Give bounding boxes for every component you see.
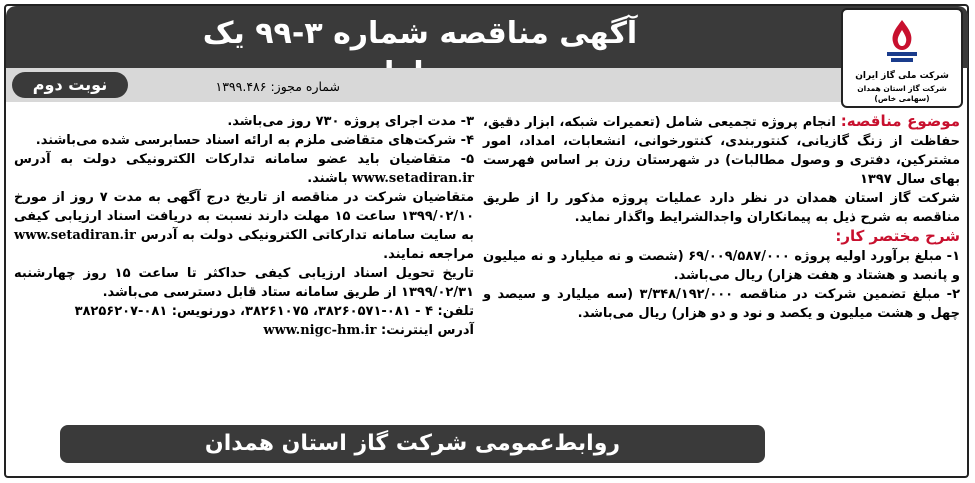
intent-paragraph: شرکت گاز استان همدان در نظر دارد عملیات پروژه مذکور را از طریق مناقصه به شرح ذیل به پیمانکاران واجدالشرایط واگذار نماید.	[483, 191, 960, 225]
company-logo	[841, 8, 963, 108]
subject-text: انجام پروژه تجمیعی شامل (تعمیرات شبکه، ابزار دقیق، حفاظت از زنگ گازیانی، کنتوربندی، کنتورخوانی، انشعابات، امداد، امور مشترکین، دفتری و وصول مطالبات) در شهرستان رزن بر اساس فهرست بهای سال ۱۳۹۷	[483, 115, 960, 187]
page-title: آگهی مناقصه شماره ۳-۹۹ یک	[202, 16, 638, 51]
website-label: آدرس اینترنت:	[376, 323, 474, 338]
setadiran-link[interactable]: www.setadiran.ir	[352, 171, 474, 186]
delivery-paragraph: تاریخ تحویل اسناد ارزیابی کیفی حداکثر تا ساعت ۱۵ روز چهارشنبه ۱۳۹۹/۰۲/۳۱ از طریق سامانه ستاد قابل دسترسی می‌باشد.	[14, 266, 474, 300]
subject-paragraph	[483, 112, 960, 189]
website-link[interactable]: www.nigc-hm.ir	[263, 323, 377, 338]
documents-paragraph	[14, 188, 474, 264]
left-column	[14, 112, 474, 417]
setadiran-link-2[interactable]: www.setadiran.ir	[14, 228, 136, 243]
item-membership-text: ۵- متقاضیان باید عضو سامانه تدارکات الکترونیکی دولت به آدرس	[14, 152, 474, 167]
item-guarantee: ۲- مبلغ تضمین شرکت در مناقصه ۳/۳۴۸/۱۹۲/۰۰۰ (سه میلیارد و سیصد و چهل و هشت میلیون و یکصد و نود و دو هزار) ریال می‌باشد.	[483, 287, 960, 321]
phone-line: تلفن: ۴ - ۰۸۱-۳۸۲۶۰۵۷۱، ۳۸۲۶۱۰۷۵، دورنویس: ۰۸۱-۳۸۲۵۶۲۰۷	[74, 304, 474, 319]
summary-heading: شرح مختصر کار:	[835, 227, 960, 245]
item-duration: ۳- مدت اجرای پروژه ۷۳۰ روز می‌باشد.	[227, 114, 474, 129]
item-membership-end: باشند.	[307, 171, 353, 186]
round-badge: نوبت دوم	[12, 72, 128, 98]
item-audit: ۴- شرکت‌های متقاضی ملزم به ارائه اسناد حسابرسی شده می‌باشند.	[35, 133, 474, 148]
meta-bar	[6, 68, 846, 102]
documents-text: متقاضیان شرکت در مناقصه از تاریخ درج آگهی به مدت ۷ روز از مورخ ۱۳۹۹/۰۲/۱۰ ساعت ۱۵ مهلت دارند نسبت به دریافت اسناد ارزیابی کیفی به سایت سامانه تدارکاتی الکترونیکی دولت به آدرس	[14, 190, 475, 243]
summary-heading-line	[483, 227, 960, 247]
subject-heading: موضوع مناقصه:	[840, 112, 960, 130]
item-estimate: ۱- مبلغ برآورد اولیه پروژه ۶۹/۰۰۹/۵۸۷/۰۰۰ (شصت و نه میلیارد و نه میلیون و پانصد و هشتاد و هفت هزار) ریال می‌باشد.	[483, 249, 961, 283]
nigc-flame-icon	[877, 16, 927, 66]
permit-number: شماره مجوز: ۱۳۹۹.۴۸۶	[215, 79, 340, 94]
footer-public-relations: روابط‌عمومی شرکت گاز استان همدان	[60, 425, 765, 463]
logo-company-subtitle: شرکت گاز استان همدان (سهامی خاص)	[857, 84, 947, 103]
documents-end: مراجعه نمایند.	[383, 247, 474, 262]
item-membership	[14, 150, 474, 188]
logo-company-name: شرکت ملی گاز ایران	[855, 71, 949, 81]
website-line	[14, 321, 474, 340]
right-column	[483, 112, 960, 417]
